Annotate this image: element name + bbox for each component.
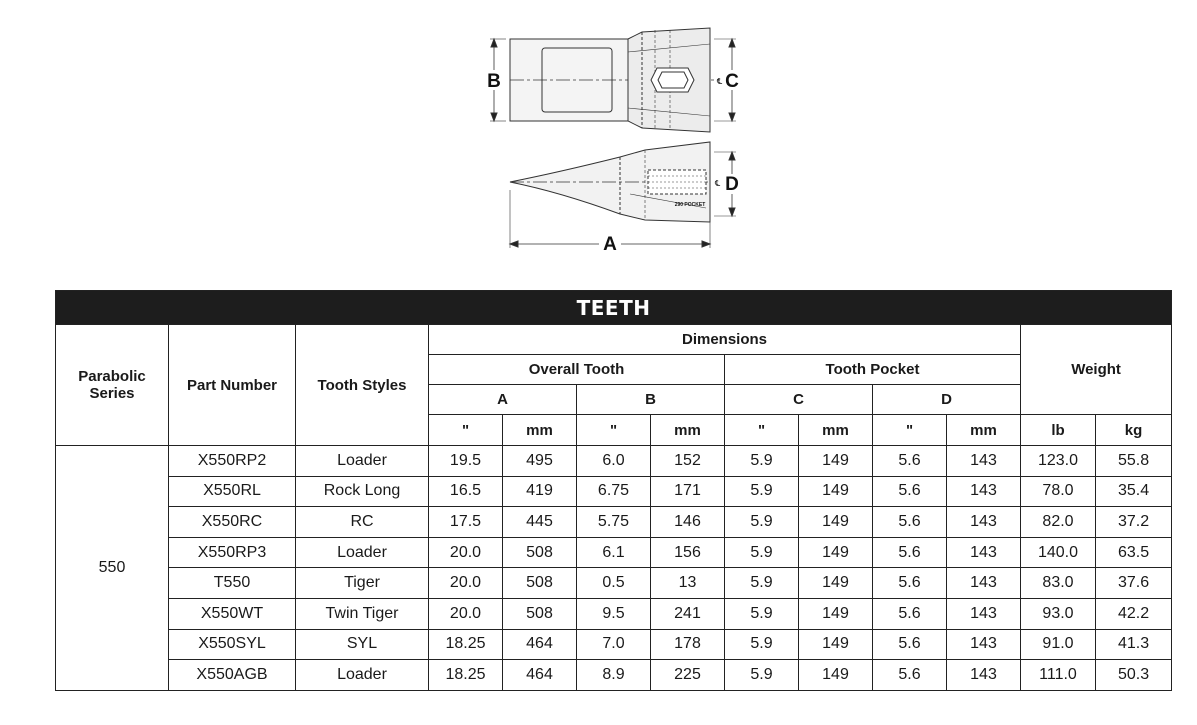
weight-kg-cell: 37.6 [1096, 568, 1172, 599]
header-a: A [429, 385, 577, 415]
weight-lb-cell: 82.0 [1021, 507, 1096, 538]
header-d: D [873, 385, 1021, 415]
header-tooth-styles: Tooth Styles [296, 325, 429, 446]
a-mm-cell: 508 [503, 598, 577, 629]
weight-kg-cell: 35.4 [1096, 476, 1172, 507]
header-part-number: Part Number [169, 325, 296, 446]
c-mm-cell: 149 [799, 476, 873, 507]
c-inch-cell: 5.9 [725, 568, 799, 599]
header-a-inch: " [429, 415, 503, 446]
pocket-label: 290 POCKET [674, 202, 706, 208]
weight-lb-cell: 78.0 [1021, 476, 1096, 507]
dimension-a-label: A [603, 234, 617, 255]
part-number-cell: T550 [169, 568, 296, 599]
a-mm-cell: 419 [503, 476, 577, 507]
weight-lb-cell: 123.0 [1021, 446, 1096, 477]
a-mm-cell: 445 [503, 507, 577, 538]
side-view-outline [510, 142, 736, 248]
table-row [56, 446, 1172, 477]
c-mm-cell: 149 [799, 568, 873, 599]
c-mm-cell: 149 [799, 537, 873, 568]
a-inch-cell: 16.5 [429, 476, 503, 507]
series-cell: 550 [56, 446, 169, 691]
header-lb: lb [1021, 415, 1096, 446]
weight-kg-cell: 37.2 [1096, 507, 1172, 538]
c-mm-cell: 149 [799, 446, 873, 477]
weight-kg-cell: 50.3 [1096, 660, 1172, 691]
a-inch-cell: 17.5 [429, 507, 503, 538]
c-inch-cell: 5.9 [725, 537, 799, 568]
d-mm-cell: 143 [947, 660, 1021, 691]
b-inch-cell: 5.75 [577, 507, 651, 538]
tooth-style-cell: Loader [296, 537, 429, 568]
c-inch-cell: 5.9 [725, 598, 799, 629]
header-dimensions: Dimensions [429, 325, 1021, 355]
weight-lb-cell: 91.0 [1021, 629, 1096, 660]
a-mm-cell: 495 [503, 446, 577, 477]
weight-kg-cell: 42.2 [1096, 598, 1172, 629]
tooth-style-cell: SYL [296, 629, 429, 660]
d-mm-cell: 143 [947, 476, 1021, 507]
d-inch-cell: 5.6 [873, 660, 947, 691]
tooth-style-cell: Loader [296, 446, 429, 477]
tooth-style-cell: Tiger [296, 568, 429, 599]
c-inch-cell: 5.9 [725, 629, 799, 660]
d-inch-cell: 5.6 [873, 568, 947, 599]
dimension-b-label: B [487, 71, 501, 92]
c-inch-cell: 5.9 [725, 507, 799, 538]
table-row [56, 537, 1172, 568]
d-mm-cell: 143 [947, 446, 1021, 477]
b-inch-cell: 9.5 [577, 598, 651, 629]
tooth-style-cell: Loader [296, 660, 429, 691]
header-d-inch: " [873, 415, 947, 446]
b-inch-cell: 6.1 [577, 537, 651, 568]
a-mm-cell: 464 [503, 660, 577, 691]
c-mm-cell: 149 [799, 507, 873, 538]
d-inch-cell: 5.6 [873, 598, 947, 629]
d-mm-cell: 143 [947, 537, 1021, 568]
table-title: TEETH [56, 291, 1172, 325]
teeth-spec-table [55, 290, 1172, 691]
part-number-cell: X550RP3 [169, 537, 296, 568]
table-row [56, 629, 1172, 660]
header-weight: Weight [1021, 325, 1172, 415]
tooth-style-cell: Twin Tiger [296, 598, 429, 629]
c-inch-cell: 5.9 [725, 476, 799, 507]
d-inch-cell: 5.6 [873, 507, 947, 538]
header-kg: kg [1096, 415, 1172, 446]
header-d-mm: mm [947, 415, 1021, 446]
header-b-mm: mm [651, 415, 725, 446]
part-number-cell: X550WT [169, 598, 296, 629]
dimension-d-label: D [725, 174, 739, 195]
weight-lb-cell: 83.0 [1021, 568, 1096, 599]
a-inch-cell: 19.5 [429, 446, 503, 477]
a-inch-cell: 20.0 [429, 598, 503, 629]
header-c-inch: " [725, 415, 799, 446]
weight-lb-cell: 111.0 [1021, 660, 1096, 691]
header-c: C [725, 385, 873, 415]
tooth-style-cell: RC [296, 507, 429, 538]
d-inch-cell: 5.6 [873, 476, 947, 507]
b-inch-cell: 6.75 [577, 476, 651, 507]
table-row [56, 598, 1172, 629]
header-series: Parabolic Series [56, 325, 169, 446]
header-overall-tooth: Overall Tooth [429, 355, 725, 385]
table-row [56, 476, 1172, 507]
a-mm-cell: 464 [503, 629, 577, 660]
header-b-inch: " [577, 415, 651, 446]
d-mm-cell: 143 [947, 568, 1021, 599]
d-inch-cell: 5.6 [873, 537, 947, 568]
part-number-cell: X550RC [169, 507, 296, 538]
weight-kg-cell: 41.3 [1096, 629, 1172, 660]
header-tooth-pocket: Tooth Pocket [725, 355, 1021, 385]
table-row [56, 568, 1172, 599]
d-inch-cell: 5.6 [873, 446, 947, 477]
a-inch-cell: 20.0 [429, 568, 503, 599]
part-number-cell: X550SYL [169, 629, 296, 660]
d-mm-cell: 143 [947, 598, 1021, 629]
part-number-cell: X550RL [169, 476, 296, 507]
c-inch-cell: 5.9 [725, 660, 799, 691]
a-inch-cell: 20.0 [429, 537, 503, 568]
b-mm-cell: 13 [651, 568, 725, 599]
d-mm-cell: 143 [947, 507, 1021, 538]
b-inch-cell: 6.0 [577, 446, 651, 477]
tooth-technical-drawing [470, 22, 760, 262]
tooth-style-cell: Rock Long [296, 476, 429, 507]
dimension-c-label: C [725, 71, 739, 92]
b-mm-cell: 146 [651, 507, 725, 538]
b-inch-cell: 0.5 [577, 568, 651, 599]
b-mm-cell: 156 [651, 537, 725, 568]
d-inch-cell: 5.6 [873, 629, 947, 660]
b-mm-cell: 152 [651, 446, 725, 477]
a-mm-cell: 508 [503, 537, 577, 568]
weight-kg-cell: 55.8 [1096, 446, 1172, 477]
b-inch-cell: 7.0 [577, 629, 651, 660]
table-row [56, 660, 1172, 691]
d-mm-cell: 143 [947, 629, 1021, 660]
b-mm-cell: 171 [651, 476, 725, 507]
header-b: B [577, 385, 725, 415]
b-mm-cell: 241 [651, 598, 725, 629]
a-mm-cell: 508 [503, 568, 577, 599]
centerline-mark-side: ℄ [715, 179, 721, 188]
a-inch-cell: 18.25 [429, 660, 503, 691]
weight-kg-cell: 63.5 [1096, 537, 1172, 568]
header-a-mm: mm [503, 415, 577, 446]
table-row [56, 507, 1172, 538]
b-inch-cell: 8.9 [577, 660, 651, 691]
weight-lb-cell: 140.0 [1021, 537, 1096, 568]
top-view-outline [490, 28, 736, 132]
b-mm-cell: 225 [651, 660, 725, 691]
c-inch-cell: 5.9 [725, 446, 799, 477]
table-body [56, 446, 1172, 691]
c-mm-cell: 149 [799, 660, 873, 691]
c-mm-cell: 149 [799, 629, 873, 660]
c-mm-cell: 149 [799, 598, 873, 629]
centerline-mark-top: ℄ [717, 77, 723, 86]
part-number-cell: X550RP2 [169, 446, 296, 477]
b-mm-cell: 178 [651, 629, 725, 660]
weight-lb-cell: 93.0 [1021, 598, 1096, 629]
a-inch-cell: 18.25 [429, 629, 503, 660]
header-c-mm: mm [799, 415, 873, 446]
part-number-cell: X550AGB [169, 660, 296, 691]
